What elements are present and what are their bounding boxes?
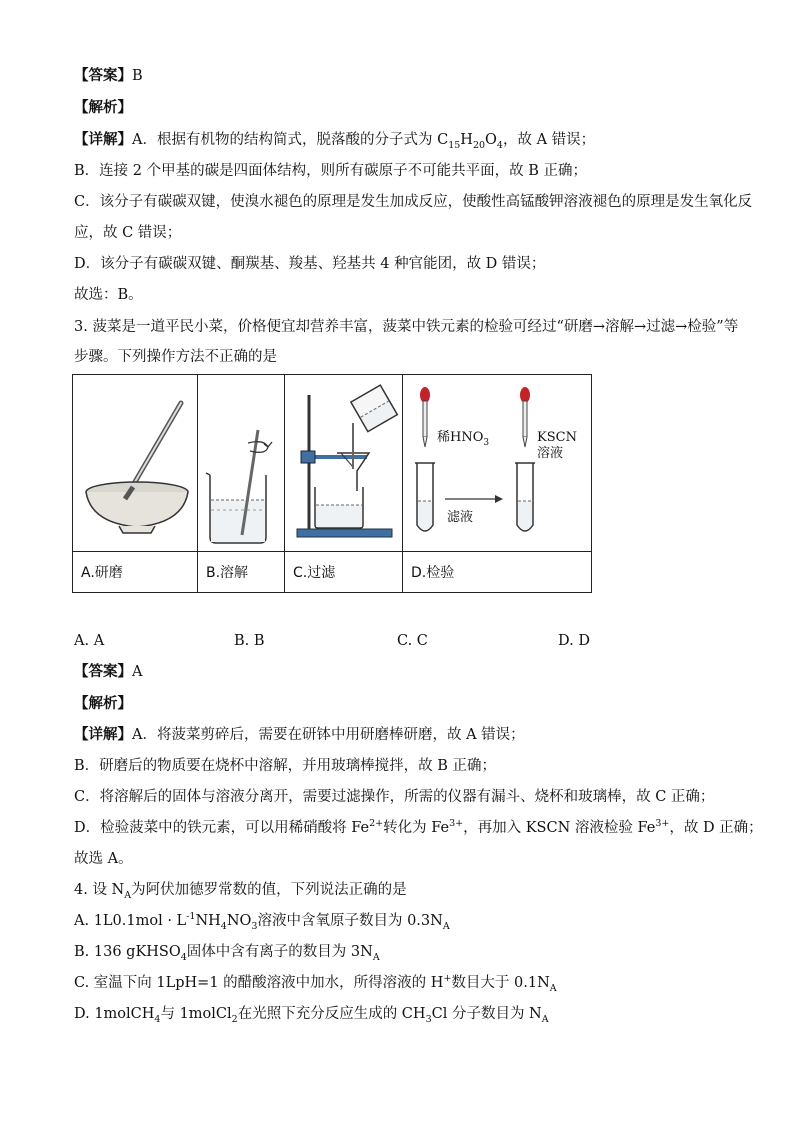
option-text: 与 1molCl: [160, 1006, 232, 1022]
answer-line-2: [74, 662, 142, 682]
ion-charge: 2+: [369, 818, 384, 830]
detail-line-d: D．该分子有碳碳双键、酮羰基、羧基、羟基共 4 种官能团，故 D 错误；: [74, 256, 546, 272]
q4-stem-text: 为阿伏加德罗常数的值，下列说法正确的是: [131, 882, 407, 898]
subscript: 2: [231, 1013, 238, 1025]
option-text: NH: [195, 913, 221, 929]
formula-text: H: [460, 132, 473, 148]
q4-stem-text: 4. 设 N: [74, 882, 125, 898]
answer-value: A: [132, 664, 143, 680]
mortar-pestle-figure: [73, 375, 198, 552]
detail-d-text: ，再加入 KSCN 溶液检验 Fe: [463, 820, 656, 836]
hno3-label: 稀$HNO_3$: [437, 430, 490, 448]
iron-test-figure: [403, 375, 592, 552]
option-a: A. A: [74, 633, 105, 649]
option-text: NO: [226, 913, 252, 929]
detail-tag: 【详解】: [74, 726, 132, 743]
filtrate-label: 滤液: [447, 510, 474, 525]
answer-tag: 【答案】: [74, 67, 132, 84]
subscript: A: [124, 889, 132, 901]
detail-a-text: A．根据有机物的结构简式，脱落酸的分子式为 C: [132, 132, 449, 148]
subscript: A: [372, 951, 380, 963]
caption-a: A.研磨: [73, 552, 198, 593]
q3-detail-line-b: B．研磨后的物质要在烧杯中溶解，并用玻璃棒搅拌，故 B 正确；: [74, 758, 497, 774]
caption-c: C.过滤: [285, 552, 403, 593]
answer-line-1: [74, 66, 143, 86]
detail-d-text: D．检验菠菜中的铁元素，可以用稀硝酸将 Fe: [74, 820, 370, 836]
option-d: D. D: [558, 633, 590, 649]
detail-line-b: B．连接 2 个甲基的碳是四面体结构，则所有碳原子不可能共平面，故 B 正确；: [74, 163, 587, 179]
ion-charge: 3+: [655, 818, 670, 830]
q4-stem: [74, 880, 407, 900]
q4-option-a: [74, 911, 450, 931]
subscript: A: [442, 920, 450, 932]
detail-a-text: A．将菠菜剪碎后，需要在研钵中用研磨棒研磨，故 A 错误；: [132, 727, 525, 743]
option-text: D. 1molCH: [74, 1006, 155, 1022]
detail-a-text: ，故 A 错误；: [502, 132, 596, 148]
iron-test-drawing: [403, 375, 591, 551]
subscript: 4: [180, 951, 187, 963]
filtration-figure: [285, 375, 403, 552]
option-text: 溶液中含氧原子数目为 0.3N: [257, 913, 443, 929]
answer-tag: 【答案】: [74, 663, 132, 680]
experiment-figure-table: [72, 374, 592, 593]
option-c: C. C: [397, 633, 428, 649]
beaker-stir-figure: [198, 375, 285, 552]
option-text: A. 1L0.1mol · L: [74, 913, 187, 929]
caption-d: D.检验: [403, 552, 592, 593]
kscn-label: KSCN: [537, 430, 577, 445]
option-text: 在光照下充分反应生成的 CH: [237, 1006, 426, 1022]
q3-detail-line-c: C．将溶解后的固体与溶液分离开，需要过滤操作，所需的仪器有漏斗、烧杯和玻璃棒，故 C 正确；: [74, 789, 715, 805]
detail-d-text: ，故 D 正确；: [669, 820, 763, 836]
option-text: 数目大于 0.1N: [451, 975, 550, 991]
detail-line-a: [74, 130, 595, 150]
analysis-tag-1: 【解析】: [74, 99, 132, 116]
detail-d-text: 转化为 Fe: [383, 820, 450, 836]
option-text: C. 室温下向 1LpH=1 的醋酸溶液中加水，所得溶液的 H: [74, 975, 444, 991]
answer-value: B: [132, 68, 143, 84]
mortar-pestle-drawing: [73, 375, 197, 551]
subscript: A: [549, 982, 557, 994]
conclusion-2: 故选 A。: [74, 851, 133, 867]
option-text: 固体中含有离子的数目为 3N: [186, 944, 373, 960]
conclusion-1: 故选：B。: [74, 287, 143, 303]
q4-option-c: [74, 973, 557, 993]
option-b: B. B: [234, 633, 265, 649]
analysis-tag-2: 【解析】: [74, 695, 132, 712]
subscript: 3: [251, 920, 258, 932]
option-text: Cl 分子数目为 N: [431, 1006, 542, 1022]
caption-b: B.溶解: [198, 552, 285, 593]
detail-line-c1: C．该分子有碳碳双键，使溴水褪色的原理是发生加成反应，使酸性高锰酸钾溶液褪色的原理是发生氧化反: [74, 194, 753, 210]
superscript: -1: [186, 911, 196, 923]
q4-option-b: [74, 942, 380, 962]
q4-option-d: [74, 1004, 549, 1024]
beaker-stir-drawing: [198, 375, 284, 551]
subscript: 3: [425, 1013, 432, 1025]
q3-stem-line-1: 3. 菠菜是一道平民小菜，价格便宜却营养丰富，菠菜中铁元素的检验可经过“研磨→溶解→过滤→检验”等: [74, 319, 739, 335]
q3-detail-line-d: [74, 818, 763, 838]
filtration-drawing: [285, 375, 402, 551]
superscript: +: [443, 973, 452, 985]
kscn-solution-label: 溶液: [537, 446, 564, 461]
subscript: A: [541, 1013, 549, 1025]
q3-stem-line-2: 步骤。下列操作方法不正确的是: [74, 349, 277, 365]
formula-sub: 20: [472, 139, 486, 151]
ion-charge: 3+: [449, 818, 464, 830]
formula-sub: 15: [448, 139, 461, 151]
q3-detail-line-a: [74, 725, 525, 745]
formula-text: O: [485, 132, 497, 148]
option-text: B. 136 gKHSO: [74, 944, 181, 960]
detail-line-c2: 应，故 C 错误；: [74, 225, 182, 241]
formula-sub: 4: [496, 139, 503, 151]
subscript: 4: [154, 1013, 161, 1025]
subscript: 4: [220, 920, 227, 932]
detail-tag: 【详解】: [74, 131, 132, 148]
